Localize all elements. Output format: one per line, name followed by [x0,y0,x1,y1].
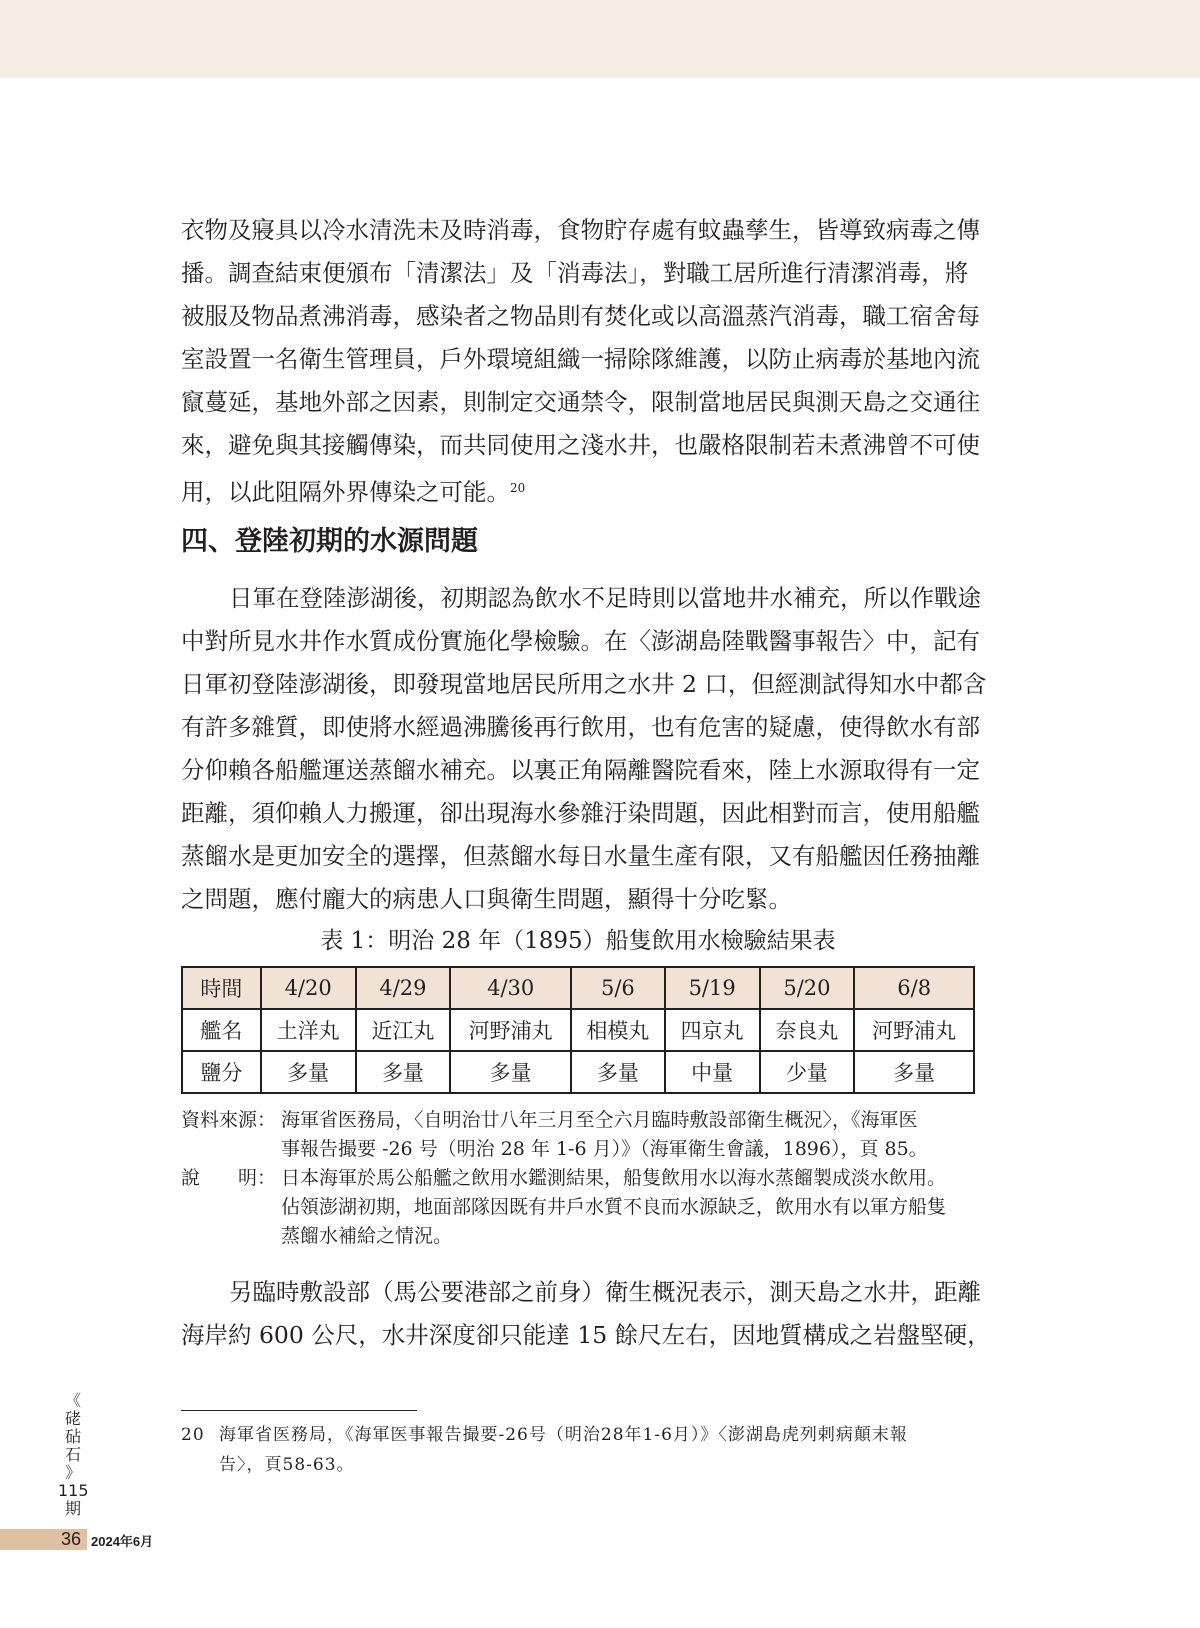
journal-title-vertical [58,1392,88,1518]
footnote-divider [181,1410,417,1411]
table-notes [181,1106,981,1251]
table-cell: 5/6 [571,967,665,1009]
text-line: 被服及物品煮沸消毒，感染者之物品則有焚化或以高溫蒸汽消毒，職工宿舍每 [181,302,980,330]
table-cell: 河野浦丸 [854,1009,974,1051]
table-cell: 5/20 [760,967,855,1009]
footnote-line: 海軍省医務局，《海軍医事報告撮要-26号（明治28年1-6月）》〈澎湖島虎列剌病顛末報 [219,1425,908,1445]
text-line: 距離，須仰賴人力搬運，卻出現海水參雜汙染問題，因此相對而言，使用船艦 [181,799,980,827]
page-number-band [0,1529,87,1550]
table-cell: 相模丸 [571,1009,665,1051]
issue-number: 115 [58,1481,89,1500]
source-note [181,1106,981,1164]
table-cell: 土洋丸 [261,1009,356,1051]
note-line: 事報告撮要 -26 号（明治 28 年 1-6 月）》（海軍衛生會議，1896），頁 85。 [281,1138,928,1160]
journal-char: 砧 [64,1427,81,1446]
journal-char: 石 [64,1445,81,1464]
table-cell: 4/30 [450,967,571,1009]
explain-note [181,1164,981,1251]
explain-label: 說 明： [181,1167,277,1189]
source-label: 資料來源： [181,1109,277,1131]
journal-char: 《 [64,1391,81,1410]
text-span: 用，以此阻隔外界傳染之可能。 [181,478,510,506]
text-line: 另臨時敷設部（馬公要港部之前身）衛生概況表示，測天島之水井，距離 [229,1278,981,1306]
footnote-20 [181,1420,908,1480]
text-line: 有許多雜質，即使將水經過沸騰後再行飲用，也有危害的疑慮，使得飲水有部 [181,713,980,741]
paragraph-3 [181,1271,991,1357]
table-cell: 6/8 [854,967,974,1009]
table-cell: 多量 [261,1051,356,1093]
table-cell: 中量 [665,1051,760,1093]
text-line: 播。調查結束便頒布「清潔法」及「消毒法」，對職工居所進行清潔消毒，將 [181,259,969,287]
table-cell: 多量 [571,1051,665,1093]
table-row [182,1009,974,1051]
note-line: 蒸餾水補給之情況。 [281,1225,453,1247]
table-cell: 艦名 [182,1009,261,1051]
page-number: 36 [60,1529,81,1549]
text-line: 之問題，應付龐大的病患人口與衛生問題，顯得十分吃緊。 [181,885,792,913]
text-line [181,467,981,514]
top-band [0,0,1200,78]
journal-char: 》 [64,1463,81,1482]
table-cell: 河野浦丸 [450,1009,571,1051]
journal-char: 硓 [64,1409,81,1428]
paragraph-2 [181,577,987,921]
table-cell: 4/20 [261,967,356,1009]
text-line: 日軍在登陸澎湖後，初期認為飲水不足時則以當地井水補充，所以作戰途 [229,584,981,612]
text-line: 衣物及寢具以冷水清洗未及時消毒，食物貯存處有蚊蟲孳生，皆導致病毒之傳 [181,216,980,244]
footnote-line: 告〉，頁58-63。 [219,1455,355,1475]
table-cell: 少量 [760,1051,855,1093]
text-line: 中對所見水井作水質成份實施化學檢驗。在〈澎湖島陸戰醫事報告〉中，記有 [181,627,980,655]
text-line: 室設置一名衛生管理員，戶外環境組織一掃除隊維護，以防止病毒於基地內流 [181,345,980,373]
note-line: 佔領澎湖初期，地面部隊因既有井戶水質不良而水源缺乏，飲用水有以軍方船隻 [281,1196,947,1218]
water-test-table [181,966,975,1094]
table-caption: 表 1：明治 28 年（1895）船隻飲用水檢驗結果表 [320,928,836,954]
text-line: 日軍初登陸澎湖後，即發現當地居民所用之水井 2 口，但經測試得知水中都含 [181,670,987,698]
table-row [182,1051,974,1093]
footnote-number: 20 [181,1425,205,1445]
table-cell: 鹽分 [182,1051,261,1093]
text-line: 竄蔓延，基地外部之因素，則制定交通禁令，限制當地居民與測天島之交通往 [181,388,980,416]
issue-suffix: 期 [64,1499,81,1518]
table-cell: 多量 [854,1051,974,1093]
table-cell: 多量 [356,1051,451,1093]
footnote-ref[interactable]: 20 [510,481,526,495]
text-line: 蒸餾水是更加安全的選擇，但蒸餾水每日水量生產有限，又有船艦因任務抽離 [181,842,980,870]
table-header-row [182,967,974,1009]
table-cell: 四京丸 [665,1009,760,1051]
table-cell: 5/19 [665,967,760,1009]
section-heading: 四、登陸初期的水源問題 [181,526,478,557]
table-cell: 4/29 [356,967,451,1009]
text-line: 分仰賴各船艦運送蒸餾水補充。以裏正角隔離醫院看來，陸上水源取得有一定 [181,756,980,784]
table-cell: 奈良丸 [760,1009,855,1051]
note-line: 海軍省医務局，〈自明治廿八年三月至仝六月臨時敷設部衛生概況〉，《海軍医 [281,1109,918,1131]
paragraph-1 [181,209,981,514]
issue-date: 2024年6月 [91,1534,154,1549]
note-line: 日本海軍於馬公船艦之飲用水鑑測結果，船隻飲用水以海水蒸餾製成淡水飲用。 [281,1167,947,1189]
table-cell: 時間 [182,967,261,1009]
text-line: 海岸約 600 公尺，水井深度卻只能達 15 餘尺左右，因地質構成之岩盤堅硬， [181,1321,991,1349]
text-line: 來，避免與其接觸傳染，而共同使用之淺水井，也嚴格限制若未煮沸曾不可使 [181,431,980,459]
table-cell: 近江丸 [356,1009,451,1051]
table-cell: 多量 [450,1051,571,1093]
